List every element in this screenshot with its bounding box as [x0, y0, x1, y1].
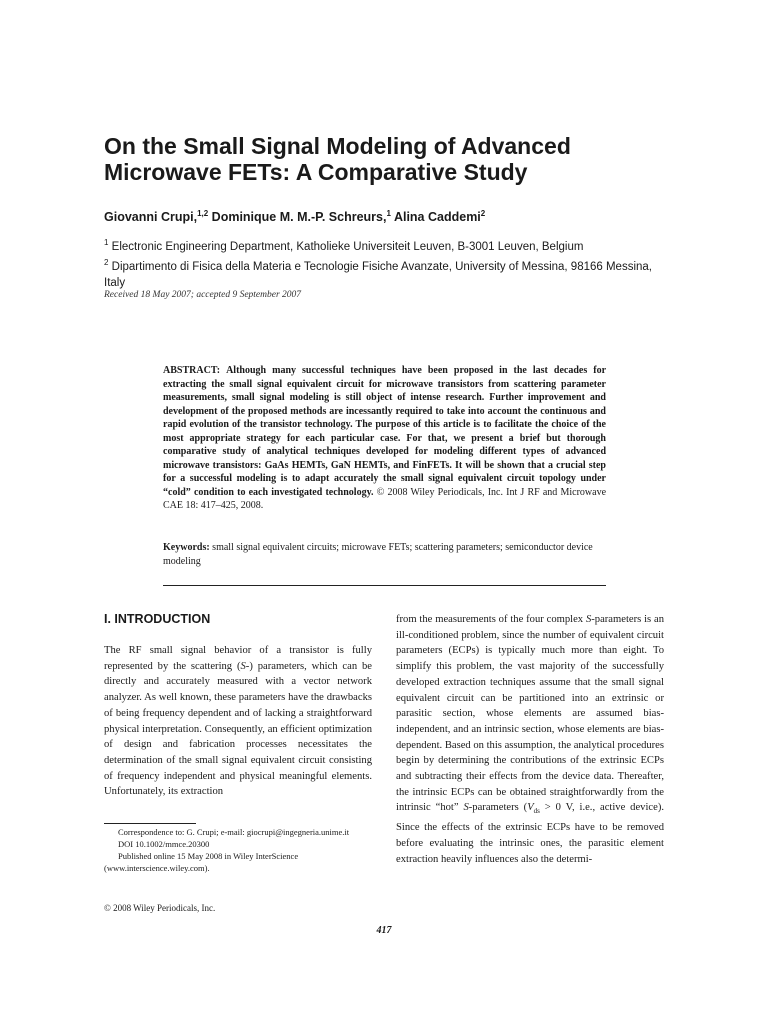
affiliation-text: Dipartimento di Fisica della Materia e Tecnologie Fisiche Avanzate, University of Messina, 98166 Messina, Italy	[104, 260, 652, 289]
body-text: from the measurements of the four complex	[396, 614, 586, 625]
footer-copyright: © 2008 Wiley Periodicals, Inc.	[104, 903, 216, 913]
author-affiliation-mark: 2	[480, 209, 486, 218]
affiliation-list	[104, 235, 664, 291]
author-name: Alina Caddemi	[393, 210, 481, 225]
affiliation-text: Electronic Engineering Department, Katholieke Universiteit Leuven, B-3001 Leuven, Belgium	[111, 240, 584, 253]
body-text: -) parameters, which can be directly and accurately measured with a vector network analyzer. As well known, these parameters have the drawbacks of being frequency dependent and of lacking a straightforward physical interpretation. Consequently, an efficient optimization of design and fabrication processes necessitates the determination of the small signal equivalent circuit consisting of frequency independent and physical meaningful elements. Unfortunately, its extraction	[104, 660, 372, 798]
keywords-text: small signal equivalent circuits; microwave FETs; scattering parameters; semiconductor device modeling	[163, 542, 593, 567]
author-list	[104, 209, 664, 224]
section-heading: I. INTRODUCTION	[104, 612, 211, 626]
footnote-doi: DOI 10.1002/mmce.20300	[118, 839, 210, 849]
body-italic: S	[463, 802, 469, 814]
keywords	[163, 541, 606, 568]
page-number: 417	[376, 925, 392, 936]
footnote-correspondence: Correspondence to: G. Crupi; e-mail: giocrupi@ingegneria.unime.it	[118, 827, 350, 837]
affiliation	[104, 235, 664, 255]
footnotes	[104, 826, 372, 874]
body-text: > 0 V, i.e., active device). Since the effects of the extrinsic ECPs have to be removed before evaluating the intrinsic ones, the parasitic element extraction heavily influences also the determi-	[396, 802, 664, 865]
body-italic: S	[585, 614, 592, 625]
author-affiliation-mark: 1,2	[197, 209, 209, 218]
body-column-right	[396, 612, 664, 867]
abstract-label: ABSTRACT:	[163, 365, 221, 376]
footnote-published: Published online 15 May 2008 in Wiley InterScience (www.interscience.wiley.com).	[104, 851, 299, 873]
body-text: -parameters is an ill-conditioned problem, since the number of equivalent circuit parameters (ECPs) is typically much more than eight. To simplify this problem, the vast majority of the successfully developed extraction techniques assume that the small signal equivalent circuit can be partitioned into an extrinsic or parasitic section, whose elements are assumed bias-independent, and an intrinsic section, whose elements are bias-dependent. Based on this assumption, the analytical procedures begin by determining the contributions of the extrinsic ECPs and subtracting their effects from the device data. Thereafter, the intrinsic ECPs can be obtained straightforwardly from the intrinsic “hot”	[396, 614, 665, 814]
footnote-divider	[104, 823, 196, 824]
keywords-label: Keywords:	[163, 542, 210, 553]
body-italic: S	[240, 660, 246, 672]
received-date: Received 18 May 2007; accepted 9 September 2007	[104, 290, 302, 300]
body-text: -parameters (	[468, 802, 528, 814]
affiliation-mark: 1	[104, 238, 109, 247]
author-name: Giovanni Crupi,	[104, 210, 198, 225]
body-column-left	[104, 643, 372, 800]
affiliation-mark: 2	[104, 257, 109, 267]
body-text: The RF small signal behavior of a transistor is fully represented by the scattering (	[104, 645, 372, 672]
article-title: On the Small Signal Modeling of Advanced Microwave FETs: A Comparative Study	[104, 133, 571, 185]
abstract-citation: © 2008 Wiley Periodicals, Inc. Int J RF and Microwave CAE 18: 417–425, 2008.	[163, 486, 607, 511]
body-subscript: ds	[533, 807, 540, 816]
abstract	[163, 364, 606, 513]
author-name: Dominique M. M.-P. Schreurs,	[211, 210, 387, 225]
author-affiliation-mark: 1	[386, 209, 391, 218]
abstract-body: Although many successful techniques have been proposed in the last decades for extracting the small signal equivalent circuit for microwave transistors from scattering parameter measurements, small signal modeling is still object of intense research. Further improvement and development of the proposed methods are incessantly required to take into account the continuous and rapid evolution of the transistor technology. The purpose of this article is to facilitate the choice of the most appropriate strategy for each particular case. For that, we present a brief but thorough comparative study of analytical techniques developed for modeling different types of advanced microwave transistors: GaAs HEMTs, GaN HEMTs, and FinFETs. It will be shown that a crucial step for a successful modeling is to adapt accurately the small signal equivalent circuit topology under “cold” condition to each investigated technology.	[163, 365, 607, 498]
affiliation	[104, 255, 664, 291]
body-italic: V	[527, 802, 534, 814]
abstract-divider	[163, 585, 606, 586]
